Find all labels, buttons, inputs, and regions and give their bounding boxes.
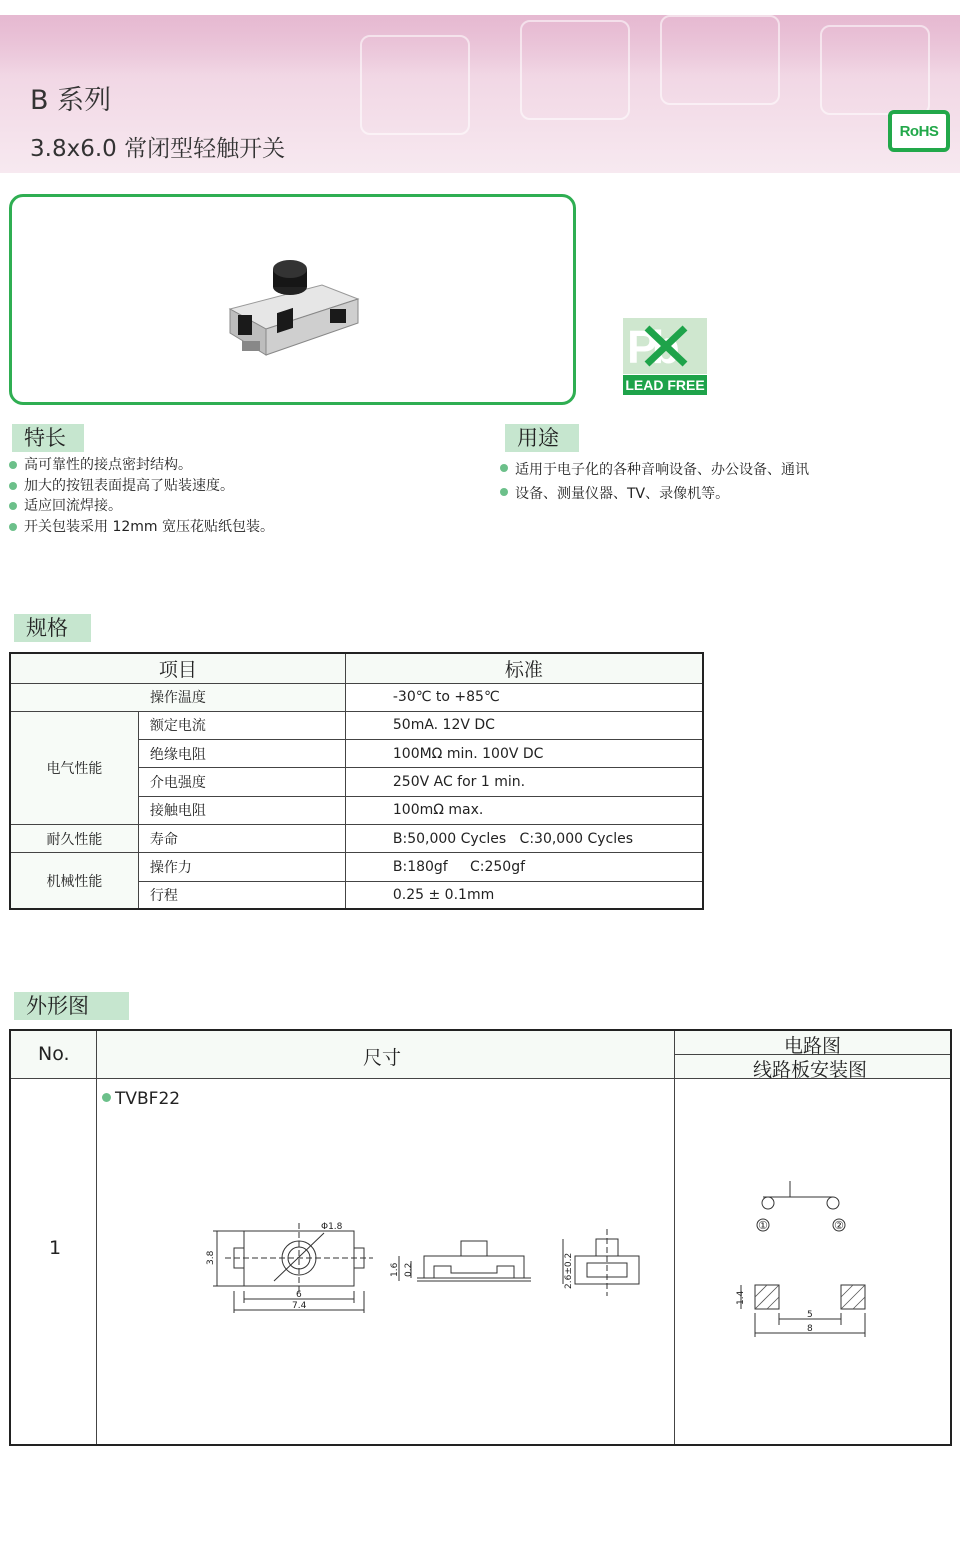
row-label: 接触电阻 xyxy=(138,796,345,824)
group-label: 耐久性能 xyxy=(10,824,138,852)
lead-free-label: LEAD FREE xyxy=(623,375,707,395)
banner-key-decoration xyxy=(660,15,780,105)
dim-5: 5 xyxy=(807,1310,813,1320)
col-header-item: 项目 xyxy=(10,653,345,683)
banner-key-decoration xyxy=(820,25,930,115)
group-label: 电气性能 xyxy=(10,711,138,824)
list-item: 高可靠性的接点密封结构。 xyxy=(9,455,274,476)
group-label: 机械性能 xyxy=(10,853,138,910)
lead-free-logo xyxy=(623,318,707,395)
dim-1-4: 1.4 xyxy=(736,1290,746,1305)
features-title: 特长 xyxy=(12,424,84,452)
dim-8: 8 xyxy=(807,1324,813,1334)
circuit-and-pcb-drawing xyxy=(733,1179,893,1379)
row-label: 介电强度 xyxy=(138,768,345,796)
bullet-icon xyxy=(102,1093,111,1102)
model-name: TVBF22 xyxy=(115,1089,181,1109)
row-value: 100MΩ min. 100V DC xyxy=(345,740,703,768)
row-label: 额定电流 xyxy=(138,711,345,739)
switch-product-image xyxy=(222,247,372,357)
model-label xyxy=(102,1089,180,1109)
list-item: 开关包装采用 12mm 宽压花贴纸包装。 xyxy=(9,517,274,538)
dim-0-2: 0.2 xyxy=(404,1262,414,1277)
applications-title: 用途 xyxy=(505,424,579,452)
col-header-standard: 标准 xyxy=(345,653,703,683)
table-row xyxy=(10,711,703,739)
row-value: 250V AC for 1 min. xyxy=(345,768,703,796)
rohs-badge: RoHS xyxy=(888,110,950,152)
col-header-dimensions: 尺寸 xyxy=(363,1047,402,1069)
list-item: 适应回流焊接。 xyxy=(9,496,274,517)
column-divider xyxy=(96,1031,97,1444)
row-label: 行程 xyxy=(138,881,345,909)
row-value: B:50,000 Cycles C:30,000 Cycles xyxy=(345,824,703,852)
table-header-row xyxy=(10,653,703,683)
dim-6: 6 xyxy=(296,1290,302,1300)
dim-1-6: 1.6 xyxy=(390,1262,400,1277)
list-item-continued: 设备、测量仪器、TV、录像机等。 xyxy=(500,482,809,506)
col-header-circuit: 电路图 xyxy=(784,1035,842,1057)
row-label: 绝缘电阻 xyxy=(138,740,345,768)
row-value: B:180gf C:250gf xyxy=(345,853,703,881)
cross-icon xyxy=(641,324,691,368)
row-value: -30℃ to +85℃ xyxy=(345,683,703,711)
banner-key-decoration xyxy=(360,35,470,135)
dim-3-8: 3.8 xyxy=(206,1250,216,1265)
pb-symbol: Pb xyxy=(627,321,674,373)
dim-7-4: 7.4 xyxy=(292,1301,307,1311)
pin-1-label: ① xyxy=(758,1219,768,1232)
row-number: 1 xyxy=(49,1237,62,1259)
column-divider xyxy=(674,1031,675,1444)
product-photo-frame xyxy=(9,194,576,405)
col-header-no: No. xyxy=(38,1043,70,1065)
col-header-pcb-layout: 线路板安装图 xyxy=(753,1059,868,1081)
product-subtitle: 3.8x6.0 常闭型轻触开关 xyxy=(30,136,286,162)
table-row xyxy=(10,824,703,852)
dim-2-6: 2.6±0.2 xyxy=(564,1252,574,1289)
dim-phi: Φ1.8 xyxy=(321,1222,343,1232)
outline-title: 外形图 xyxy=(14,992,129,1020)
banner-key-decoration xyxy=(520,20,630,120)
spec-table xyxy=(9,652,704,910)
row-value: 50mA. 12V DC xyxy=(345,711,703,739)
row-label: 操作力 xyxy=(138,853,345,881)
outline-table xyxy=(9,1029,952,1446)
row-value: 0.25 ± 0.1mm xyxy=(345,881,703,909)
table-row xyxy=(10,853,703,881)
row-label: 寿命 xyxy=(138,824,345,852)
features-list xyxy=(9,455,274,537)
list-item: 加大的按钮表面提高了贴装速度。 xyxy=(9,476,274,497)
row-label: 操作温度 xyxy=(10,683,345,711)
spec-title: 规格 xyxy=(14,614,91,642)
list-item: 适用于电子化的各种音响设备、办公设备、通讯 xyxy=(500,458,809,482)
series-title: B 系列 xyxy=(30,85,112,116)
pin-2-label: ② xyxy=(834,1219,844,1232)
row-value: 100mΩ max. xyxy=(345,796,703,824)
table-row xyxy=(10,683,703,711)
dimension-drawing xyxy=(199,1211,649,1331)
banner-glow xyxy=(0,15,960,75)
applications-list xyxy=(500,458,809,506)
